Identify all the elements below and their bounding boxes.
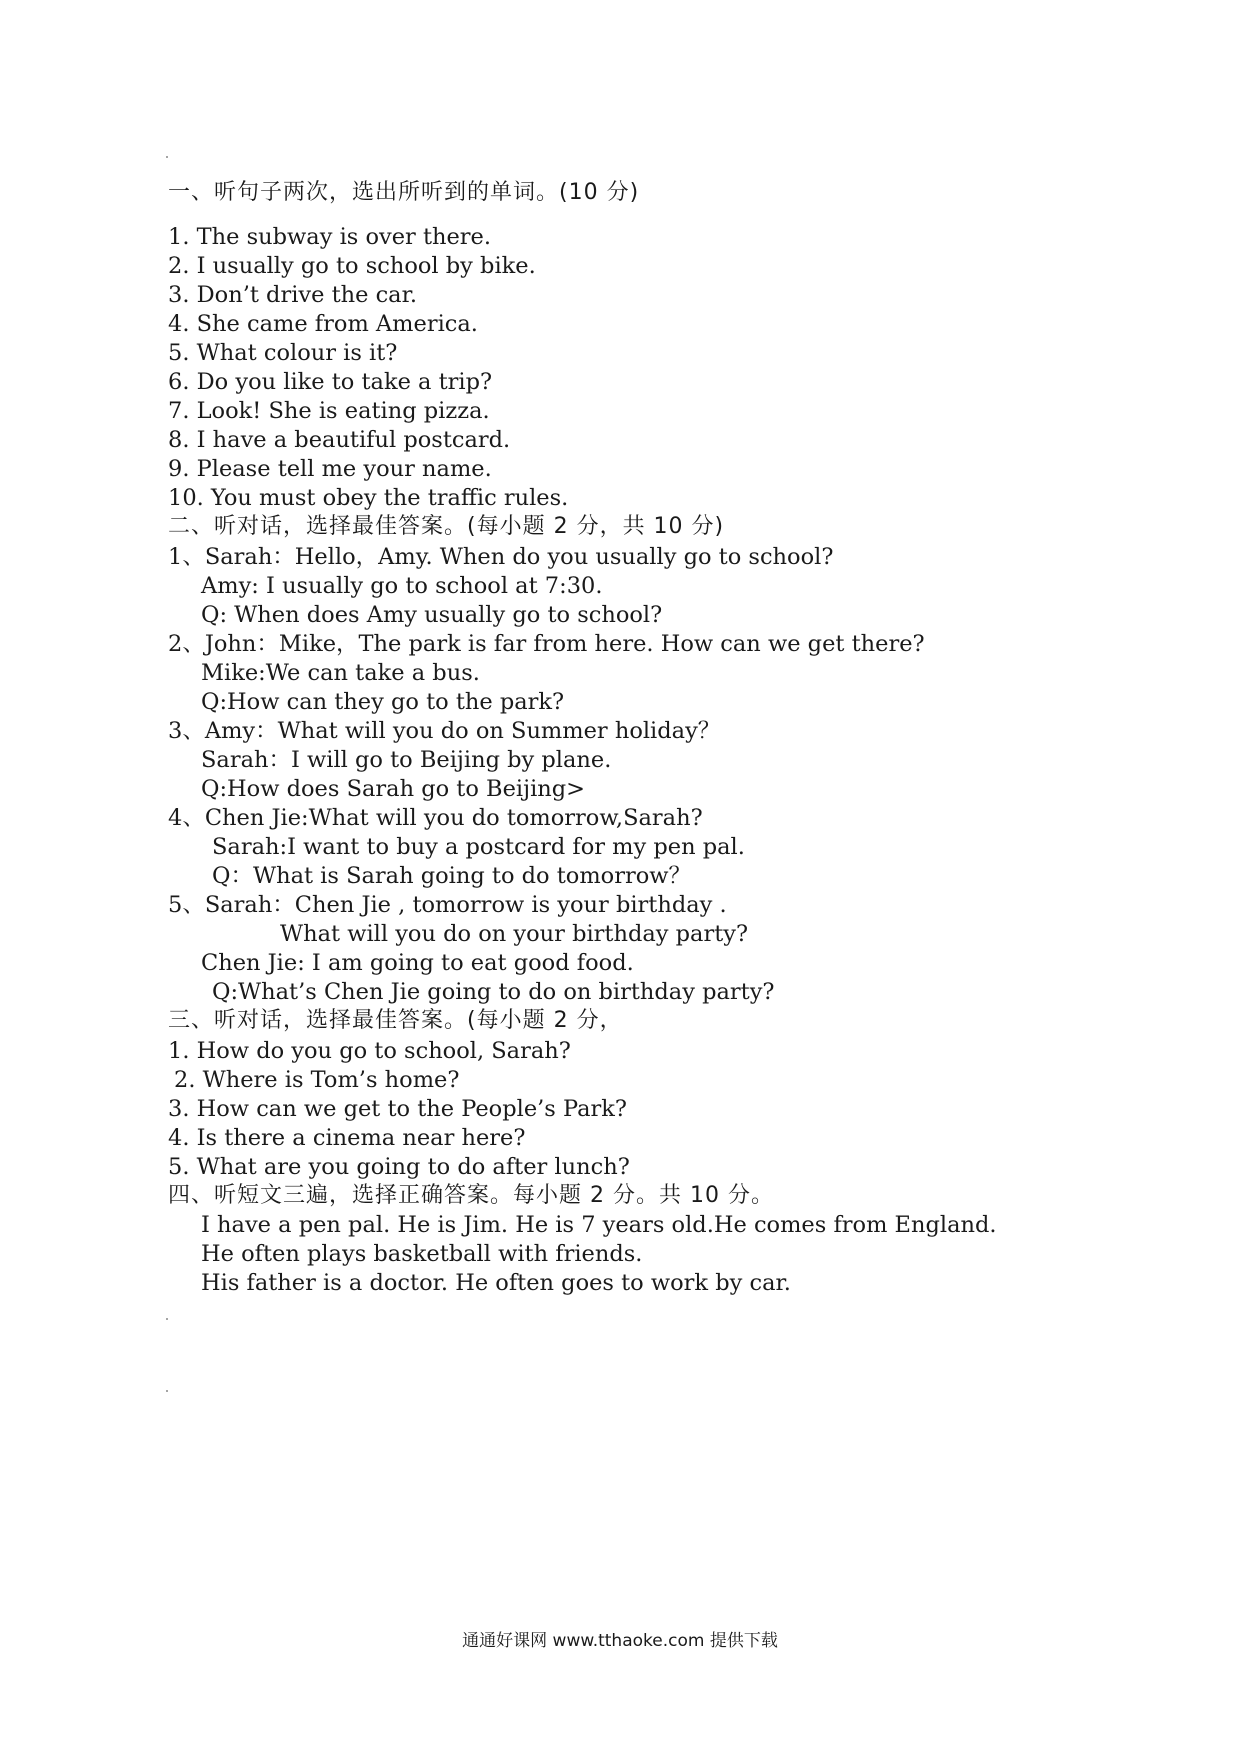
section1-item: 2. I usually go to school by bike. xyxy=(168,253,536,279)
dialogue-line: 4、Chen Jie:What will you do tomorrow,Sarah? xyxy=(168,805,703,831)
footer-watermark: 通通好课网 www.tthaoke.com 提供下载 xyxy=(462,1631,778,1651)
dialogue-line: 2、John：Mike，The park is far from here. How can we get there? xyxy=(168,631,925,657)
section1-item: 9. Please tell me your name. xyxy=(168,456,492,482)
dialogue-line: Chen Jie: I am going to eat good food. xyxy=(201,950,634,976)
section4-heading: 四、听短文三遍，选择正确答案。每小题 2 分。共 10 分。 xyxy=(168,1183,774,1208)
section3-item: 5. What are you going to do after lunch? xyxy=(168,1154,630,1180)
dialogue-question: Q:How can they go to the park? xyxy=(201,689,565,715)
passage-line: His father is a doctor. He often goes to work by car. xyxy=(201,1270,791,1296)
section1-item: 10. You must obey the traffic rules. xyxy=(168,485,569,511)
section2-heading: 二、听对话，选择最佳答案。(每小题 2 分，共 10 分) xyxy=(168,514,725,539)
section3-item: 3. How can we get to the People’s Park? xyxy=(168,1096,627,1122)
dialogue-line: Amy: I usually go to school at 7:30. xyxy=(201,573,603,599)
scan-speck xyxy=(166,1318,168,1320)
passage-line: I have a pen pal. He is Jim. He is 7 years old.He comes from England. xyxy=(201,1212,997,1238)
section3-heading: 三、听对话，选择最佳答案。(每小题 2 分， xyxy=(168,1008,623,1033)
section1-item: 8. I have a beautiful postcard. xyxy=(168,427,511,453)
dialogue-question: Q:How does Sarah go to Beijing> xyxy=(201,776,586,802)
scan-speck xyxy=(166,1390,168,1392)
section1-item: 6. Do you like to take a trip? xyxy=(168,369,493,395)
section3-item: 1. How do you go to school, Sarah? xyxy=(168,1038,571,1064)
section3-item: 4. Is there a cinema near here? xyxy=(168,1125,526,1151)
dialogue-line: 1、Sarah：Hello，Amy. When do you usually go to school? xyxy=(168,544,834,570)
dialogue-line: 3、Amy：What will you do on Summer holiday？ xyxy=(168,718,721,744)
section1-heading: 一、听句子两次，选出所听到的单词。(10 分) xyxy=(168,180,640,205)
passage-line: He often plays basketball with friends. xyxy=(201,1241,643,1267)
section1-item: 4. She came from America. xyxy=(168,311,478,337)
section1-item: 5. What colour is it? xyxy=(168,340,398,366)
section1-item: 3. Don’t drive the car. xyxy=(168,282,418,308)
dialogue-question: Q：What is Sarah going to do tomorrow？ xyxy=(212,863,692,889)
scan-speck xyxy=(166,156,168,158)
section1-item: 7. Look! She is eating pizza. xyxy=(168,398,490,424)
section3-item: 2. Where is Tom’s home? xyxy=(174,1067,460,1093)
dialogue-question: Q: When does Amy usually go to school? xyxy=(201,602,663,628)
dialogue-line: Mike:We can take a bus. xyxy=(201,660,480,686)
dialogue-question: Q:What’s Chen Jie going to do on birthday party? xyxy=(212,979,775,1005)
dialogue-line: Sarah:I want to buy a postcard for my pen pal. xyxy=(212,834,745,860)
dialogue-line: Sarah：I will go to Beijing by plane. xyxy=(201,747,612,773)
dialogue-line: 5、Sarah：Chen Jie , tomorrow is your birthday . xyxy=(168,892,727,918)
section1-item: 1. The subway is over there. xyxy=(168,224,492,250)
dialogue-line: What will you do on your birthday party? xyxy=(280,921,749,947)
